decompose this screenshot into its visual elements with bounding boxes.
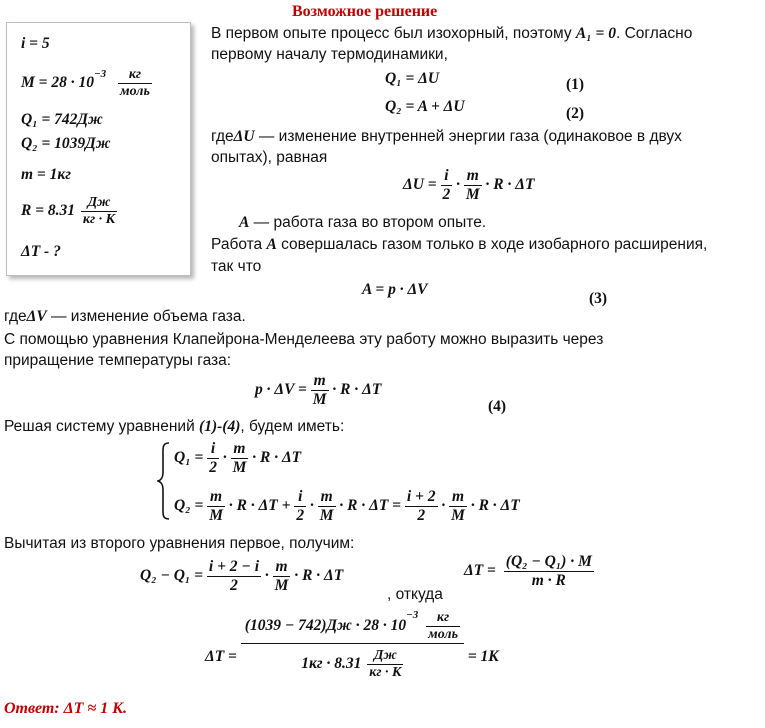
text-line: , откуда <box>387 586 443 603</box>
text-line: Вычитая из второго уравнения первое, получим: <box>4 535 355 552</box>
final-calculation: ΔT = $(1039 - 742)Дж \cdot 28 \cdot 10^{-3}$ $\frac{кг}{\text{моль}}$ 1кг · 8.31 $\frac{Дж}{кг \cdot К}$ = 1К <box>205 608 499 680</box>
text-line: Работа A совершалась газом только в ходе изобарного расширения, <box>211 236 708 253</box>
difference-equation: Q₂ − Q₁ = $\frac{i + 2 - i}{2}$ · $\frac{m}{M}$ · R · ΔT <box>140 558 344 594</box>
equation-number: (1) <box>566 76 585 93</box>
equation-3: A = p · ΔV <box>362 281 428 298</box>
text-line: опытах), равная <box>211 149 328 166</box>
text-line: С помощью уравнения Клапейрона-Менделеева эту работу можно выразить через <box>4 331 604 348</box>
text-line: первому началу термодинамики, <box>211 46 448 63</box>
system-equation-1: Q₁ = $\frac{i}{2}$ · $\frac{m}{M}$ · R · ΔT <box>174 440 302 476</box>
given-box <box>6 22 191 276</box>
text-line: приращение температуры газа: <box>4 352 232 369</box>
equation-2: Q₂ = A + ΔU <box>385 98 465 115</box>
given-molar-mass: $M = 28 \cdot 10^{-3}$ $\frac{кг}{\text{моль}}$ <box>21 67 150 99</box>
equation-number: (4) <box>488 398 507 415</box>
given-mass: m = 1кг <box>21 166 71 183</box>
given-q1: Q₁ = 742Дж <box>21 111 103 128</box>
given-gas-constant: R = 8.31 $\frac{Дж}{кг \cdot К}$ <box>21 195 116 227</box>
text-line: гдеΔU — изменение внутренней энергии газа (одинаковое в двух <box>211 128 682 145</box>
answer: Ответ: ΔT ≈ 1 К. <box>4 700 128 717</box>
given-i: i = 5 <box>21 35 50 52</box>
text-line: Решая систему уравнений (1)-(4), будем иметь: <box>4 418 345 435</box>
equation-number: (3) <box>589 290 608 307</box>
internal-energy-formula: ΔU = $\frac{i}{2}$ · $\frac{m}{M}$ · R · ΔT <box>403 167 535 203</box>
given-q2: Q₂ = 1039Дж <box>21 135 111 152</box>
text-line: В первом опыте процесс был изохорный, поэтому A₁ = 0. Согласно <box>211 25 693 42</box>
system-brace <box>157 442 171 520</box>
text-line: гдеΔV — изменение объема газа. <box>4 308 246 325</box>
equation-1: Q₁ = ΔU <box>385 70 440 87</box>
given-unknown: ΔT - ? <box>21 243 61 260</box>
text-line: так что <box>211 258 262 275</box>
page-title: Возможное решение <box>292 3 438 20</box>
equation-number: (2) <box>566 105 585 122</box>
text-line: A — работа газа во втором опыте. <box>239 214 487 231</box>
delta-t-formula: ΔT = $\frac{\text{(Q₂ − Q₁) · M}}{m \cdot R}$ <box>464 553 592 589</box>
system-equation-2: Q₂ = $\frac{m}{M}$ · R · ΔT + $\frac{i}{2}$ · $\frac{m}{M}$ · R · ΔT = $\frac{i + 2}{2}$ · $\frac{m}{M}$ · R · ΔT <box>174 488 520 524</box>
equation-4: p · ΔV = $\frac{m}{M}$ · R · ΔT <box>255 372 382 408</box>
